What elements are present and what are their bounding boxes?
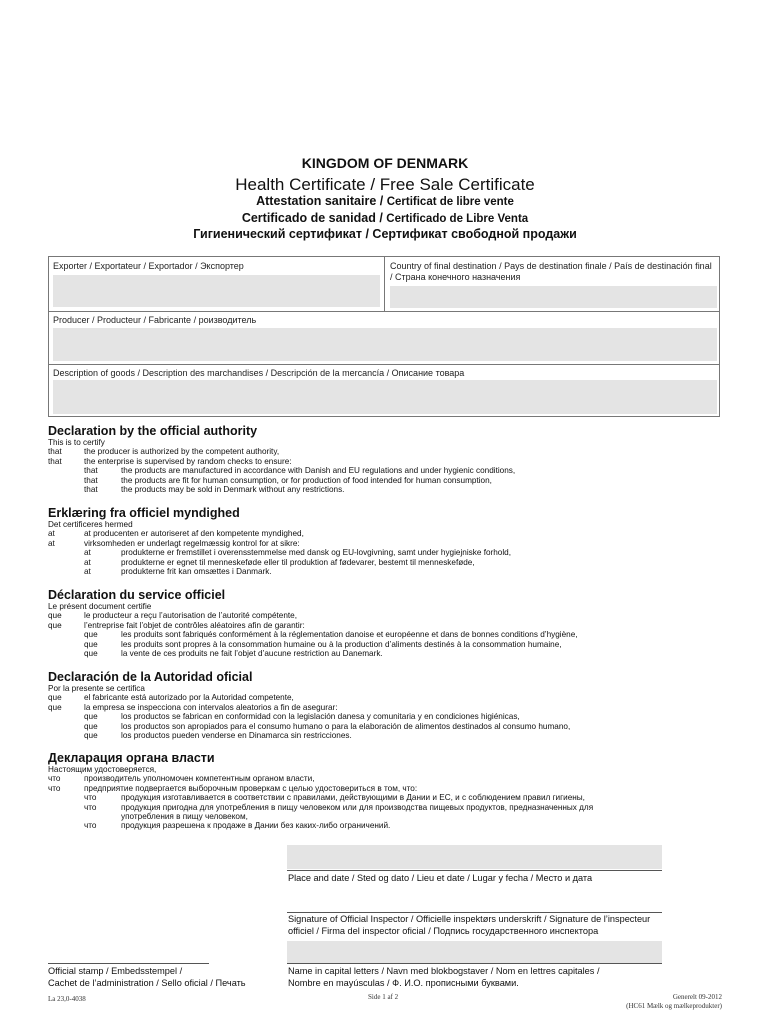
clause-word: that	[48, 456, 62, 466]
clause-text: the enterprise is supervised by random checks to ensure:	[84, 456, 292, 466]
clause-text: at producenten er autoriseret af den kompetente myndighed,	[84, 529, 304, 539]
clause-text: les produits sont fabriqués conformément à la réglementation danoise et européenne et dans de bonnes conditions d’hygiène,	[121, 630, 578, 640]
form-divider-vertical	[384, 256, 385, 312]
clause-text-continued: употребления в пищу человеком,	[121, 811, 248, 821]
subtitle-spanish-sub: Certificado de Libre Venta	[386, 213, 529, 225]
clause-word: that	[84, 475, 98, 485]
declaration-heading-en: Declaration by the official authority	[48, 424, 258, 438]
name-capitals-line	[287, 963, 662, 964]
page-indicator: Side 1 af 2	[368, 993, 399, 1001]
intro-text: Det certificeres hermed	[48, 520, 133, 529]
clause-word: que	[84, 648, 98, 658]
name-capitals-field[interactable]	[287, 941, 662, 963]
clause-text: l’entreprise fait l’objet de contrôles aléatoires afin de garantir:	[84, 620, 305, 630]
clause-word: at	[48, 538, 55, 548]
clause-text: produkterne er egnet til menneskeføde eller til produktion af fødevarer, bestemt til menneskeføde,	[121, 557, 475, 567]
exporter-field[interactable]	[53, 275, 380, 307]
clause-word: que	[84, 730, 98, 740]
clause-word: que	[84, 630, 98, 640]
stamp-label-1: Official stamp / Embedsstempel /	[48, 966, 183, 976]
goods-label: Description of goods / Description des marchandises / Descripción de la mercancía / Описание товара	[53, 368, 465, 378]
clause-text: продукция пригодна для употребления в пищу человеком или для производства пищевых продуктов, предназначенных для	[121, 802, 594, 812]
clause-text: le producteur a reçu l’autorisation de l’autorité compétente,	[84, 611, 297, 621]
destination-label: Country of final destination / Pays de destination finale / País de destinación final / Страна конечного назначения	[390, 261, 712, 282]
clause-word: que	[48, 620, 62, 630]
declaration-body-en	[48, 438, 728, 494]
clause-word: at	[84, 557, 91, 567]
clause-word: что	[48, 783, 61, 793]
inspector-signature-label-1: Signature of Official Inspector / Officielle inspektørs underskrift / Signature de l’inspecteur	[288, 914, 651, 924]
clause-word: que	[84, 712, 98, 722]
clause-word: что	[84, 793, 97, 803]
clause-text: предприятие подвергается выборочным проверкам с целью удостовериться в том, что:	[84, 783, 418, 793]
declaration-body-da	[48, 520, 728, 576]
declaration-body-ru	[48, 765, 728, 831]
declaration-heading-es: Declaración de la Autoridad oficial	[48, 670, 253, 684]
intro-text: This is to certify	[48, 438, 105, 447]
clause-text: the products are manufactured in accordance with Danish and EU regulations and under hygienic conditions,	[121, 466, 516, 476]
clause-word: that	[48, 447, 62, 457]
clause-word: that	[84, 466, 98, 476]
place-date-label: Place and date / Sted og dato / Lieu et date / Lugar y fecha / Место и дата	[288, 873, 593, 883]
clause-text: produkterne frit kan omsættes i Danmark.	[121, 566, 272, 576]
subtitle-spanish-main: Certificado de sanidad /	[241, 211, 387, 225]
place-date-field[interactable]	[287, 845, 662, 869]
stamp-line[interactable]	[48, 963, 209, 964]
declaration-heading-fr: Déclaration du service officiel	[48, 588, 226, 602]
clause-word: que	[84, 721, 98, 731]
subtitle-french	[0, 194, 770, 208]
clause-word: at	[84, 548, 91, 558]
clause-word: que	[48, 611, 62, 621]
certificate-title: Health Certificate / Free Sale Certificate	[235, 175, 535, 194]
clause-text: продукция разрешена к продаже в Дании без каких-либо ограничений.	[121, 821, 391, 831]
intro-text: Le présent document certifie	[48, 602, 152, 611]
revision-label: Generelt 09-2012	[672, 993, 722, 1001]
category-label: (HC61 Mælk og mælkeprodukter)	[626, 1002, 722, 1010]
clause-word: que	[48, 693, 62, 703]
clause-word: что	[84, 802, 97, 812]
stamp-label-2: Cachet de l’administration / Sello oficial / Печать	[48, 978, 246, 988]
clause-word: that	[84, 484, 98, 494]
clause-text: los productos pueden venderse en Dinamarca sin restricciones.	[121, 730, 352, 740]
place-date-line	[287, 870, 662, 871]
clause-text: производитель уполномочен компетентным органом власти,	[84, 774, 315, 784]
clause-text: les produits sont propres à la consommation humaine ou à la production d’aliments destinés à la consommation humaine,	[121, 639, 562, 649]
declaration-body-fr	[48, 602, 728, 658]
destination-field[interactable]	[390, 286, 717, 308]
clause-word: что	[48, 774, 61, 784]
declaration-heading-ru: Декларация органа власти	[48, 751, 215, 765]
clause-text: продукция изготавливается в соответствии с правилами, действующими в Дании и ЕС, и с соблюдением правил гигиены,	[121, 793, 585, 803]
intro-text: Por la presente se certifica	[48, 684, 145, 693]
clause-text: los productos se fabrican en conformidad con la legislación danesa y comunitaria y en condiciones higiénicas,	[121, 712, 520, 722]
clause-text: el fabricante está autorizado por la Autoridad competente,	[84, 693, 294, 703]
clause-text: los productos son apropiados para el consumo humano o para la elaboración de alimentos destinados al consumo humano,	[121, 721, 571, 731]
exporter-label: Exporter / Exportateur / Exportador / Экспортер	[53, 261, 244, 271]
clause-text: the products may be sold in Denmark without any restrictions.	[121, 484, 345, 494]
clause-text: the products are fit for human consumption, or for production of food intended for human consumption,	[121, 475, 492, 485]
clause-word: que	[84, 639, 98, 649]
producer-field[interactable]	[53, 328, 717, 361]
clause-text: la vente de ces produits ne fait l’objet d’aucune restriction au Danemark.	[121, 648, 383, 658]
clause-word: at	[48, 529, 55, 539]
clause-word: что	[84, 821, 97, 831]
name-capitals-label-2: Nombre en mayúsculas / Ф. И.О. прописными буквами.	[288, 978, 519, 988]
goods-field[interactable]	[53, 380, 717, 414]
clause-word: at	[84, 566, 91, 576]
name-capitals-label-1: Name in capital letters / Navn med blokbogstaver / Nom en lettres capitales /	[288, 966, 600, 976]
declaration-heading-da: Erklæring fra officiel myndighed	[48, 506, 240, 520]
declaration-body-es	[48, 684, 728, 740]
subtitle-russian: Гигиенический сертификат / Сертификат свободной продажи	[193, 227, 577, 241]
clause-text: the producer is authorized by the competent authority,	[84, 447, 280, 457]
clause-word: que	[48, 702, 62, 712]
subtitle-french-sub: Certificat de libre vente	[386, 196, 514, 208]
clause-text: produkterne er fremstillet i overensstemmelse med dansk og EU-lovgivning, samt under hygiejniske forhold,	[121, 548, 511, 558]
clause-text: la empresa se inspecciona con intervalos aleatorios a fin de asegurar:	[84, 702, 338, 712]
form-divider-1	[48, 311, 720, 312]
producer-label: Producer / Producteur / Fabricante / роизводитель	[53, 315, 257, 325]
clause-text: virksomheden er underlagt regelmæssig kontrol for at sikre:	[84, 538, 300, 548]
form-code: La 23,0-4038	[48, 995, 86, 1003]
intro-text: Настоящим удостоверяется,	[48, 765, 157, 774]
subtitle-french-main: Attestation sanitaire /	[256, 194, 387, 208]
inspector-signature-label-2: officiel / Firma del inspector oficial / Подпись государственного инспектора	[288, 926, 599, 936]
form-divider-2	[48, 364, 720, 365]
subtitle-spanish	[0, 211, 770, 225]
country-title: KINGDOM OF DENMARK	[301, 155, 469, 171]
